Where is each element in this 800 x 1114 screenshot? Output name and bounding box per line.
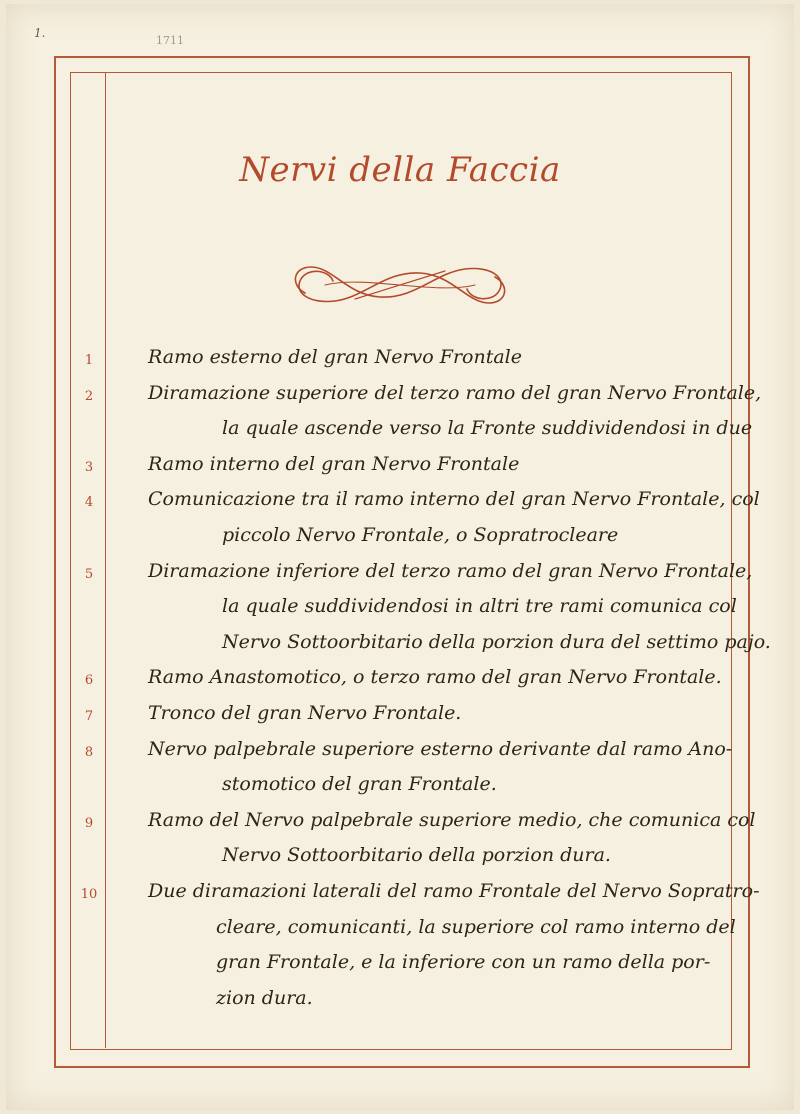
entry-text-line: zion dura.	[216, 986, 313, 1009]
entry-text-line: Nervo palpebrale superiore esterno derivante dal ramo Ano-	[148, 737, 733, 760]
entry-text-line: Diramazione inferiore del terzo ramo del gran Nervo Frontale,	[148, 559, 753, 582]
entry-number: 9	[84, 815, 94, 831]
entry-number: 6	[84, 673, 94, 689]
entry-number: 1	[84, 353, 94, 368]
entry-number: 8	[84, 744, 94, 760]
entry-text-line: Diramazione superiore del terzo ramo del gran Nervo Frontale,	[148, 381, 762, 404]
margin-rule-line	[105, 73, 106, 1048]
entry-number: 4	[84, 495, 94, 511]
entry-text-line: gran Frontale, e la inferiore con un ramo della por-	[216, 951, 711, 974]
page-title: Nervi della Faccia	[239, 150, 561, 190]
entry-number: 5	[84, 566, 94, 582]
entry-text-line: Ramo esterno del gran Nervo Frontale	[148, 346, 522, 368]
entry-text-line: Ramo interno del gran Nervo Frontale	[148, 452, 520, 475]
entry-text-line: la quale ascende verso la Fronte suddividendosi in due	[222, 417, 753, 440]
entry-text-line: Ramo Anastomotico, o terzo ramo del gran Nervo Frontale.	[148, 666, 722, 689]
entry-text-line: cleare, comunicanti, la superiore col ramo interno del	[216, 915, 736, 938]
entry-number: 7	[84, 709, 94, 724]
entry-text-line: Tronco del gran Nervo Frontale.	[148, 702, 462, 724]
entry-number: 10	[80, 887, 98, 902]
entry-text-line: Comunicazione tra il ramo interno del gran Nervo Frontale, col	[148, 488, 760, 511]
entry-text-line: la quale suddividendosi in altri tre rami comunica col	[222, 595, 737, 618]
corner-page-mark: 1.	[34, 26, 46, 40]
calligraphic-flourish-icon	[285, 255, 515, 315]
entry-text-line: Nervo Sottoorbitario della porzion dura.	[222, 844, 611, 867]
entry-text-line: piccolo Nervo Frontale, o Sopratrocleare	[222, 524, 619, 546]
entry-text-line: Nervo Sottoorbitario della porzion dura del settimo pajo.	[222, 630, 771, 653]
entry-text-line: stomotico del gran Frontale.	[222, 773, 497, 796]
entry-number: 3	[84, 459, 94, 475]
pencil-inventory-mark: 1711	[156, 34, 184, 47]
entry-number: 2	[84, 388, 94, 404]
entry-text-line: Due diramazioni laterali del ramo Frontale del Nervo Sopratro-	[148, 880, 760, 902]
entry-text-line: Ramo del Nervo palpebrale superiore medio, che comunica col	[148, 808, 756, 831]
